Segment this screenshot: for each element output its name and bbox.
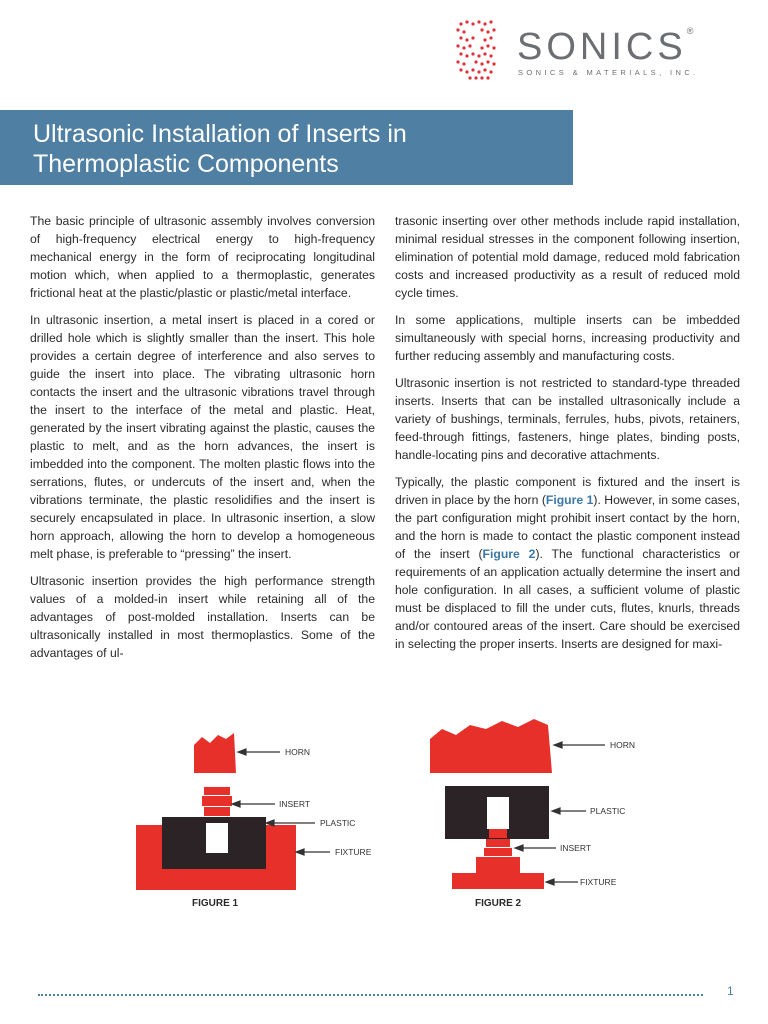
- fixture-label: FIXTURE: [335, 847, 372, 857]
- logo-wordmark-text: SONICS: [517, 26, 687, 68]
- paragraph: In ultrasonic insertion, a metal insert is placed in a cored or drilled hole which is slightly smaller than the insert. This hole provides a certain degree of interference and also serves to guide the insert into place. The vibrating ultrasonic horn contacts the insert and the ultrasonic vibrations travel through the insert to the interface of the metal and plastic. Heat, generated by the insert vibrating against the plastic, causes the plastic to melt, and as the horn advances, the insert is imbedded into the component. The molten plastic flows into the serrations, flutes, or undercuts of the insert and, when the vibrations terminate, the plastic resolidifies and the insert is securely encapsulated in place. In ultrasonic insertion, a slow horn approach, allowing the horn to develop a homogeneous melt phase, is preferable to “pressing” the insert.: [30, 313, 375, 561]
- figure-2-diagram: [420, 715, 680, 895]
- figure-1-diagram: [130, 725, 390, 895]
- paragraph: trasonic inserting over other methods include rapid installation, minimal residual stresses in the component following insertion, elimination of potential mold damage, reduced mold fabrication costs and increased productivity as a result of reduced mold cycle times.: [395, 214, 740, 300]
- figure-1: [130, 725, 390, 915]
- page-number: 1: [727, 984, 734, 998]
- page-title: [33, 119, 407, 179]
- fixture-label: FIXTURE: [580, 877, 617, 887]
- body-column-left: [30, 212, 375, 671]
- body-column-right: [395, 212, 740, 662]
- logo-tagline: SONICS & MATERIALS, INC.: [518, 68, 699, 77]
- figure-2-reference-link[interactable]: Figure 2: [482, 547, 536, 561]
- sonics-logo: [455, 18, 740, 82]
- horn-label: HORN: [610, 740, 636, 750]
- insert-label: INSERT: [279, 799, 311, 809]
- logo-dot-mark-icon: [455, 18, 500, 82]
- figure-2: [420, 715, 680, 915]
- paragraph: Ultrasonic insertion provides the high performance strength values of a molded-in insert while retaining all of the advantages of post-molded installation. Inserts can be ultrasonically installed in most thermoplastics. Some of the advantages of ul-: [30, 574, 375, 660]
- plastic-label: PLASTIC: [590, 806, 626, 816]
- logo-registered-mark: ®: [686, 26, 694, 36]
- plastic-label: PLASTIC: [320, 818, 356, 828]
- figure-2-caption: FIGURE 2: [475, 898, 522, 909]
- insert-shape: [489, 829, 507, 838]
- logo-wordmark: [517, 26, 693, 69]
- page-title-line-1: Ultrasonic Installation of Inserts in: [33, 120, 407, 148]
- paragraph: The basic principle of ultrasonic assembly involves conversion of high-frequency electrical energy to high-frequency mechanical energy in the form of reciprocating longitudinal motion which, when applied to a thermoplastic, generates frictional heat at the plastic/plastic or plastic/metal interface.: [30, 214, 375, 300]
- horn-shape: [194, 733, 236, 773]
- page-title-line-2: Thermoplastic Components: [33, 150, 339, 178]
- footer-dotted-rule: [38, 994, 703, 996]
- title-band: [0, 110, 573, 185]
- figure-1-caption: FIGURE 1: [192, 898, 239, 909]
- insert-shape: [204, 787, 230, 795]
- fixture-shape: [452, 873, 544, 889]
- paragraph-text: ). The functional characteristics or requirements of an application actually determine the insert and hole configuration. In all cases, a sufficient volume of plastic must be displaced to fill the under cuts, flutes, knurls, threads and/or contoured areas of the insert. Care should be exercised in selecting the proper inserts. Inserts are designed for maxi-: [395, 547, 740, 651]
- paragraph-text: ). However, in some cases, the part configuration might prohibit insert contact by the horn, and the horn is made to contact the plastic component instead of the insert (: [395, 493, 741, 561]
- insert-label: INSERT: [560, 843, 592, 853]
- figure-1-reference-link[interactable]: Figure 1: [545, 493, 594, 507]
- horn-label: HORN: [285, 747, 311, 757]
- horn-shape: [430, 719, 552, 773]
- paragraph: Ultrasonic insertion is not restricted to standard-type threaded inserts. Inserts that can be installed ultrasonically include a variety of bushings, terminals, ferrules, hubs, pivots, retainers, feed-through fittings, fasteners, hinge plates, binding posts, handle-locating pins and decorative attachments.: [395, 376, 740, 462]
- paragraph: In some applications, multiple inserts can be imbedded simultaneously with special horns, increasing productivity and further reducing assembly and manufacturing costs.: [395, 313, 740, 363]
- paragraph-text: Typically, the plastic component is fixtured and the insert is driven in place by the horn (: [395, 475, 740, 507]
- paragraph: [395, 473, 740, 653]
